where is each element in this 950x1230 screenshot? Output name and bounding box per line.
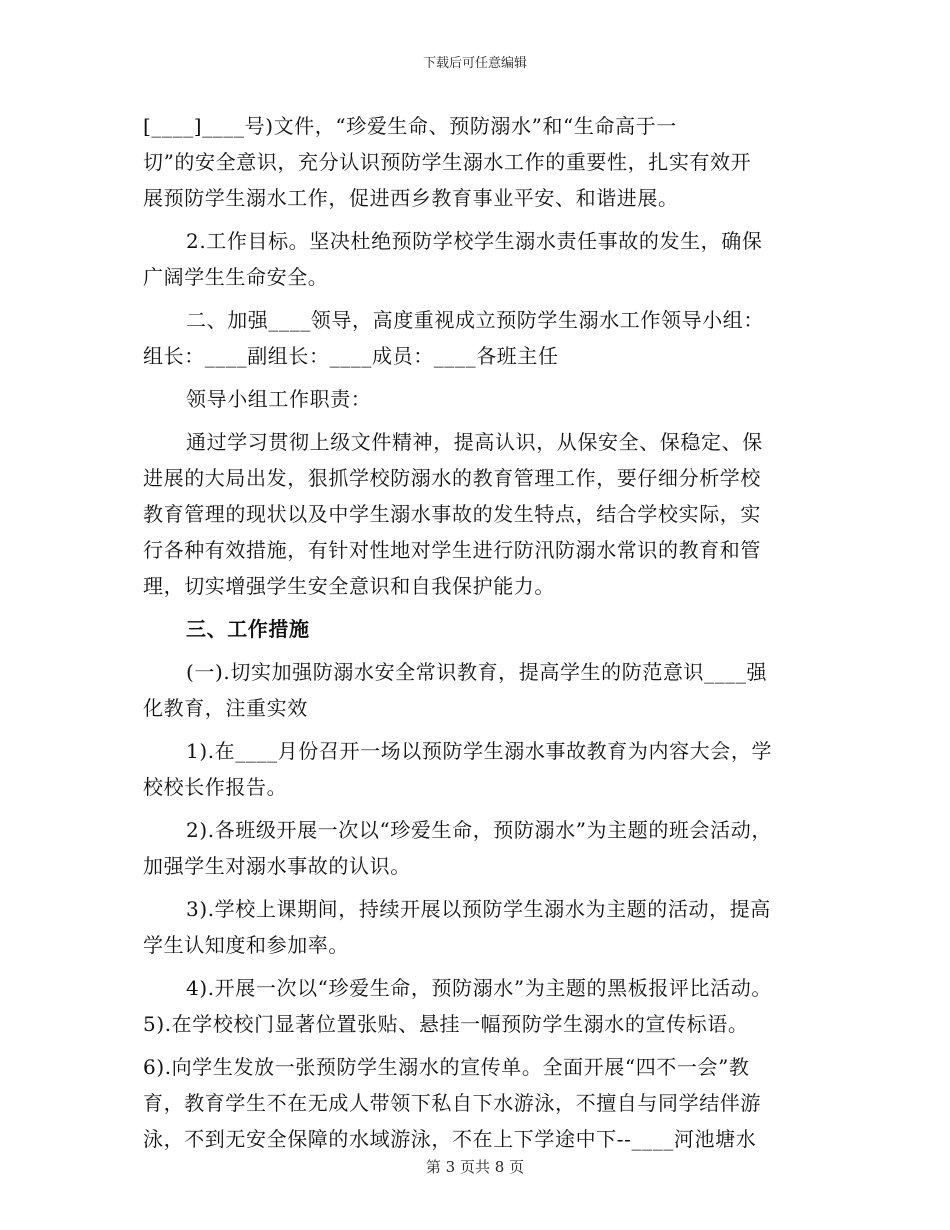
paragraph-line: 广阔学生生命安全。: [143, 265, 329, 289]
paragraph-line: 组长：____副组长：____成员：____各班主任: [143, 344, 559, 368]
paragraph-line: 领导小组工作职责：: [186, 387, 372, 411]
paragraph-line: 理，切实增强学生安全意识和自我保护能力。: [143, 574, 555, 598]
paragraph-line: (一).切实加强防溺水安全常识教育，提高学生的防范意识____强: [186, 660, 768, 684]
paragraph-line: 教育管理的现状以及中学生溺水事故的发生特点，结合学校实际，实: [143, 502, 761, 526]
paragraph-line: 4).开展一次以“珍爱生命，预防溺水”为主题的黑板报评比活动。: [186, 976, 772, 1000]
paragraph-line: 1).在____月份召开一场以预防学生溺水事故教育为内容大会，学: [186, 739, 773, 763]
paragraph-line: 通过学习贯彻上级文件精神，提高认识，从保安全、保稳定、保: [186, 430, 763, 454]
section-heading: 二、加强____领导，高度重视成立预防学生溺水工作领导小组：: [186, 308, 764, 332]
paragraph-line: 校校长作报告。: [143, 775, 288, 799]
paragraph-line: 学生认知度和参加率。: [143, 933, 349, 957]
document-body: [143, 108, 813, 1157]
paragraph-line: 3).学校上课期间，持续开展以预防学生溺水为主题的活动，提高: [186, 897, 771, 921]
paragraph-line: 化教育，注重实效: [143, 696, 308, 720]
paragraph-line: 育，教育学生不在无成人带领下私自下水游泳，不擅自与同学结伴游: [143, 1091, 761, 1115]
paragraph-line: 切”的安全意识，充分认识预防学生溺水工作的重要性，扎实有效开: [143, 150, 752, 174]
paragraph-line: 进展的大局出发，狠抓学校防溺水的教育管理工作，要仔细分析学校: [143, 466, 761, 490]
section-heading: 三、工作措施: [186, 617, 310, 641]
paragraph-line: 行各种有效措施，有针对性地对学生进行防汛防溺水常识的教育和管: [143, 538, 761, 562]
page-number: 第 3 页共 8 页: [425, 1158, 525, 1176]
paragraph-line: 加强学生对溺水事故的认识。: [143, 854, 411, 878]
paragraph-line: [____]____号)文件，“珍爱生命、预防溺水”和“生命高于一: [143, 114, 677, 138]
paragraph-line: 2).各班级开展一次以“珍爱生命，预防溺水”为主题的班会活动，: [186, 818, 772, 842]
paragraph-line: 6).向学生发放一张预防学生溺水的宣传单。全面开展“四不一会”教: [143, 1055, 750, 1079]
paragraph-line: 泳，不到无安全保障的水域游泳，不在上下学途中下--____河池塘水: [143, 1127, 757, 1151]
paragraph-line: 展预防学生溺水工作，促进西乡教育事业平安、和谐进展。: [143, 186, 679, 210]
page-header: 下载后可任意编辑: [422, 56, 527, 71]
paragraph-line: 5).在学校校门显著位置张贴、悬挂一幅预防学生溺水的宣传标语。: [143, 1012, 749, 1036]
paragraph-line: 2.工作目标。坚决杜绝预防学校学生溺水责任事故的发生，确保: [186, 229, 763, 253]
